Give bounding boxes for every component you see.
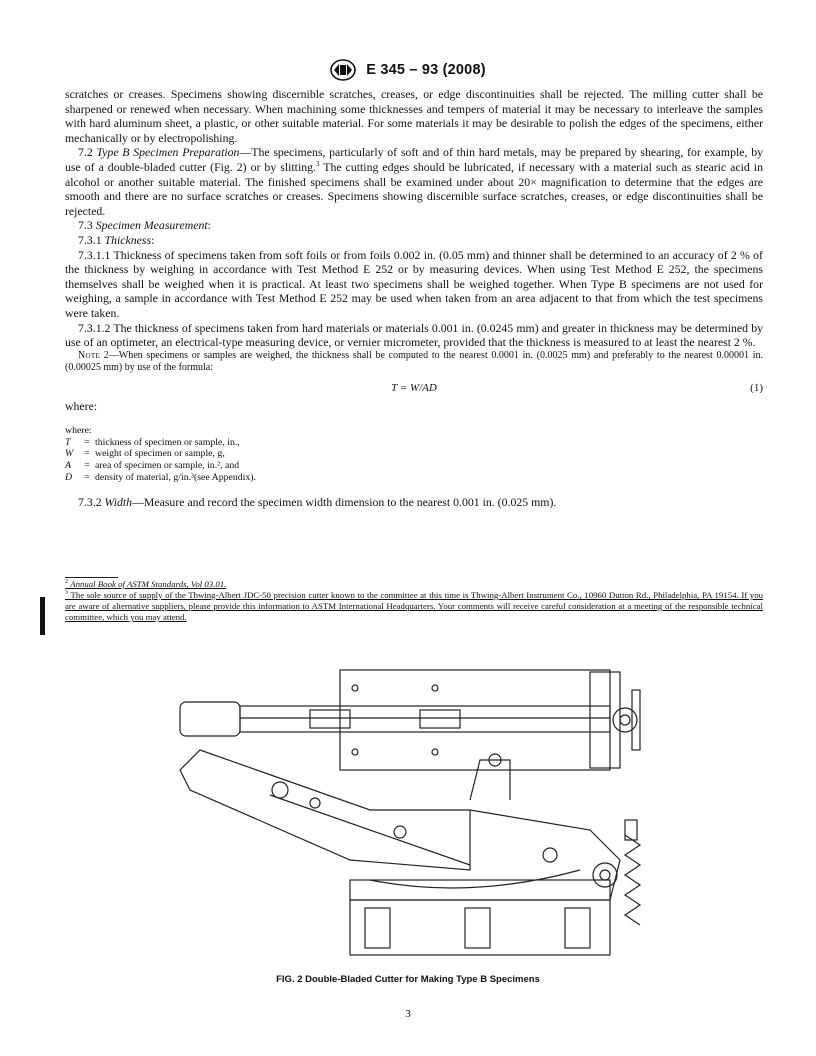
footnote-text: The sole source of supply of the Thwing-Albert JDC-50 precision cutter known to the committee at this time is Thwing-Albert Instrument Co., 10960 Dutton Rd., Philadelphia, PA 19154. If you are aware of alternative suppliers, please provide this information to ASTM International Headquarters. Your comments will receive careful consideration at a meeting of the responsible technical committee, which you may attend. (65, 590, 763, 622)
variable-symbol: A (65, 460, 71, 472)
variable-definitions (65, 425, 763, 483)
section-number: 7.3.1 (78, 232, 102, 247)
variable-equals: = (84, 460, 90, 472)
variable-definition: weight of specimen or sample, g, (95, 448, 225, 460)
variable-equals: = (84, 471, 90, 483)
where-label: where: (65, 398, 98, 413)
footnote-text: Annual Book of ASTM Standards, Vol 03.01. (70, 579, 227, 589)
footnote-3 (65, 590, 763, 623)
section-number: 7.3 (78, 218, 93, 233)
section-title: Thickness (104, 232, 152, 247)
revision-change-bar (40, 597, 45, 635)
formula (65, 379, 763, 399)
variable-equals: = (84, 448, 90, 460)
variable-definition: thickness of specimen or sample, in., (95, 436, 240, 448)
paragraph-continued: scratches or creases. Specimens showing discernible scratches, creases, or edge discontinuities shall be rejected. The milling cutter shall be sharpened or renewed when necessary. When machining some thicknesses and tempers of material it may be necessary to interleave the samples with hard aluminum sheet, a plastic, or other suitable material. For some materials it may be desirable to polish the edges of the specimens, either mechanically or by electropolishing. (65, 87, 763, 145)
note-text: 2—When specimens or samples are weighed, the thickness shall be computed to the nearest 0.0001 in. (0.0025 mm) and preferably to the nearest 0.00001 in. (0.00025 mm) by use of the formula: (65, 349, 763, 374)
variable-symbol: T (65, 436, 71, 448)
section-text: The cutting edges should be lubricated, if necessary with a material such as stearic acid in alcohol or another suitable material. The finished specimens shall be examined under about 20× magnification to determine that the edges are smooth and there are no surface scratches or creases. Specimens showing discernible surface scratches, creases, or edge discontinuities shall be rejected. (65, 159, 763, 218)
note-2 (65, 350, 763, 375)
variable-symbol: W (65, 448, 74, 460)
footnote-2 (65, 579, 763, 590)
section-number: 7.3.2 (78, 495, 102, 510)
variable-symbol: D (65, 471, 73, 483)
standard-designation: E 345 – 93 (2008) (366, 62, 486, 78)
section-7-3-1: 7.3.1 Thickness: (78, 232, 155, 247)
footnote-ref: 3 (315, 160, 320, 169)
page-number: 3 (405, 1008, 411, 1020)
section-7-2 (65, 145, 763, 218)
section-7-3-1-1: 7.3.1.1 Thickness of specimens taken from soft foils or from foils 0.002 in. (0.05 mm) and thinner shall be determined to an accuracy of 2 % of the thickness by weighing in accordance with Test Method E 252 or by measuring devices. When using Test Method E 252, the specimens themselves shall be weighed when it is practical. At least two specimens shall be weighed together. When Type B specimens are not used for weighing, a sample in accordance with Test Method E 252 may be used when taken from an area adjacent to that from which the test specimens were taken. (65, 247, 763, 320)
cutter-illustration (170, 660, 650, 960)
variable-row (65, 437, 763, 449)
variable-definition: density of material, g/in.³(see Appendix). (95, 471, 257, 483)
section-7-3-2 (65, 495, 763, 510)
variable-row (65, 448, 763, 460)
section-number: 7.2 (78, 145, 93, 160)
section-title: Specimen Measurement (95, 218, 208, 233)
figure-caption: FIG. 2 Double-Bladed Cutter for Making Type B Specimens (276, 974, 540, 985)
page-header (0, 59, 816, 81)
variable-row (65, 472, 763, 484)
footnotes (65, 577, 763, 623)
section-7-3: 7.3 Specimen Measurement: (78, 218, 211, 233)
where-label-small: where: (65, 425, 92, 437)
footnote-marker: 2 (65, 579, 68, 586)
variable-row (65, 460, 763, 472)
cutter-side-view (180, 750, 640, 955)
formula-number: (1) (750, 381, 763, 394)
variable-definition: area of specimen or sample, in.², and (95, 460, 240, 472)
section-title: Type B Specimen Preparation (96, 145, 240, 160)
note-label: Note (78, 349, 101, 361)
footnote-rule (65, 577, 118, 578)
section-text: —The specimens, particularly of soft and of thin hard metals, may be prepared by shearing, for example, by use of a double-bladed cutter (Fig. 2) or by slitting. (65, 145, 763, 174)
footnote-marker: 3 (65, 590, 68, 597)
section-7-3-1-2: 7.3.1.2 The thickness of specimens taken from hard materials or materials 0.001 in. (0.0245 mm) and greater in thickness may be determined by use of an optimeter, an electrical-type measuring device, or vernier micrometer, provided that the thickness is measured to at least the nearest 2 %. (65, 320, 763, 350)
formula-expression: T = W/AD (391, 381, 437, 394)
section-title: Width (104, 495, 133, 510)
cutter-top-view (180, 670, 640, 770)
section-text: —Measure and record the specimen width dimension to the nearest 0.001 in. (0.025 mm). (132, 495, 557, 510)
body-text (65, 87, 763, 510)
variable-equals: = (84, 436, 90, 448)
astm-logo-icon (330, 59, 356, 81)
